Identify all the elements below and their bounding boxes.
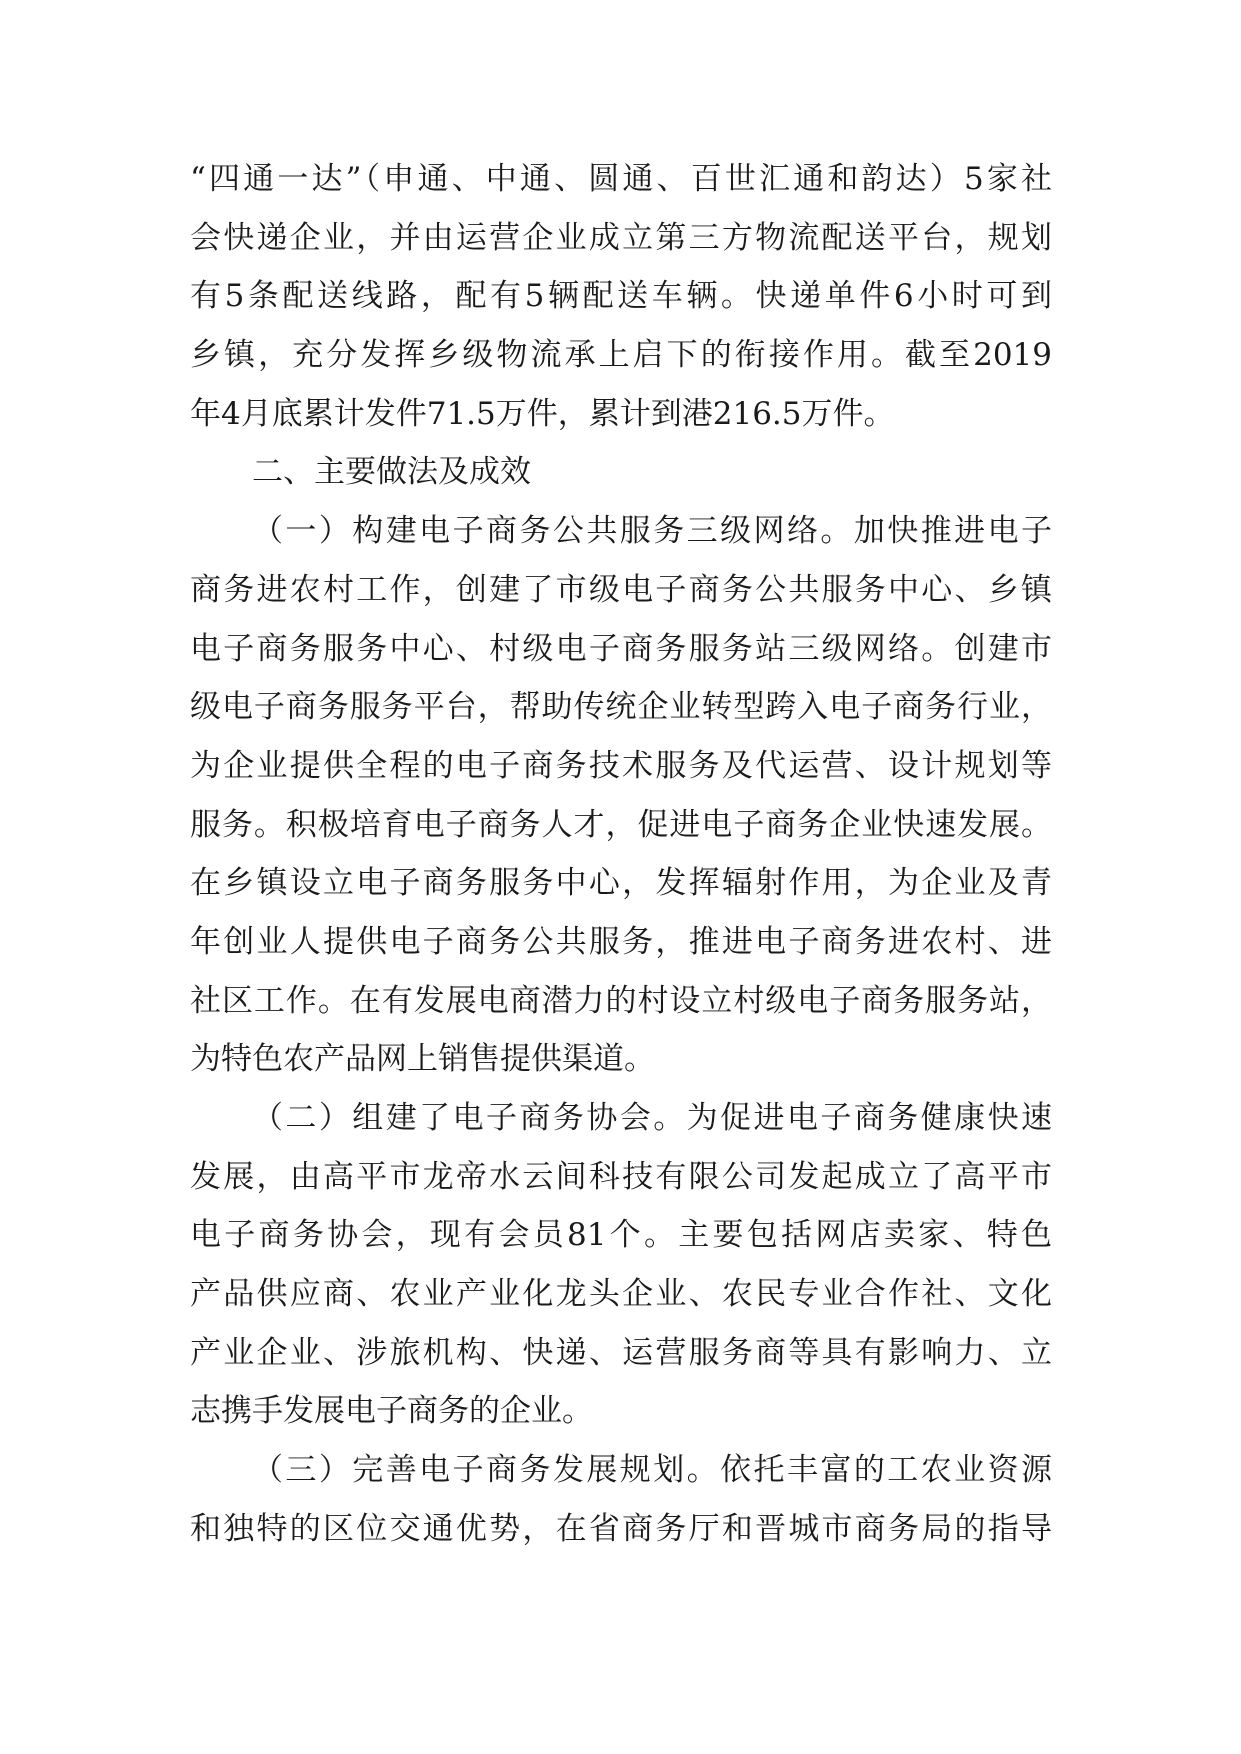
text-line: 为特色农产品网上销售提供渠道。	[190, 1041, 655, 1078]
text-line: 年创业人提供电子商务公共服务，推进电子商务进农村、进	[190, 923, 1052, 960]
paragraph-item-1	[190, 502, 1052, 1089]
text-line: 发展，由高平市龙帝水云间科技有限公司发起成立了高平市	[190, 1158, 1052, 1195]
text-line: 商务进农村工作，创建了市级电子商务公共服务中心、乡镇	[190, 571, 1052, 608]
paragraph-item-3	[190, 1441, 1052, 1558]
text-line: 社区工作。在有发展电商潜力的村设立村级电子商务服务站，	[190, 982, 1052, 1019]
text-line: （一）构建电子商务公共服务三级网络。加快推进电子	[252, 513, 1052, 550]
text-line: 年4月底累计发件71.5万件，累计到港216.5万件。	[190, 395, 895, 432]
paragraph-item-2	[190, 1089, 1052, 1441]
text-line: 在乡镇设立电子商务服务中心，发挥辐射作用，为企业及青	[190, 865, 1052, 902]
section-heading	[190, 443, 1052, 502]
text-line: 电子商务服务中心、村级电子商务服务站三级网络。创建市	[190, 630, 1052, 667]
text-line: 乡镇，充分发挥乡级物流承上启下的衔接作用。截至2019	[190, 337, 1052, 374]
document-body	[190, 150, 1052, 1559]
text-line: 电子商务协会，现有会员81个。主要包括网店卖家、特色	[190, 1217, 1052, 1254]
text-line: 为企业提供全程的电子商务技术服务及代运营、设计规划等	[190, 747, 1052, 784]
heading-line: 二、主要做法及成效	[252, 454, 531, 491]
text-line: 志携手发展电子商务的企业。	[190, 1393, 593, 1430]
text-line: 产品供应商、农业产业化龙头企业、农民专业合作社、文化	[190, 1276, 1052, 1313]
text-line: “四通一达”（申通、中通、圆通、百世汇通和韵达）5家社	[190, 161, 1052, 197]
text-line: 有5条配送线路，配有5辆配送车辆。快递单件6小时可到	[190, 278, 1052, 315]
text-line: 产业企业、涉旅机构、快递、运营服务商等具有影响力、立	[190, 1334, 1052, 1371]
text-line: 会快递企业，并由运营企业成立第三方物流配送平台，规划	[190, 219, 1052, 256]
text-line: （三）完善电子商务发展规划。依托丰富的工农业资源	[252, 1452, 1052, 1489]
text-line: 级电子商务服务平台，帮助传统企业转型跨入电子商务行业，	[190, 689, 1052, 726]
text-line: （二）组建了电子商务协会。为促进电子商务健康快速	[252, 1100, 1052, 1136]
text-line: 和独特的区位交通优势，在省商务厅和晋城市商务局的指导	[190, 1510, 1052, 1547]
text-line: 服务。积极培育电子商务人才，促进电子商务企业快速发展。	[190, 806, 1052, 843]
paragraph-intro-continued	[190, 150, 1052, 443]
